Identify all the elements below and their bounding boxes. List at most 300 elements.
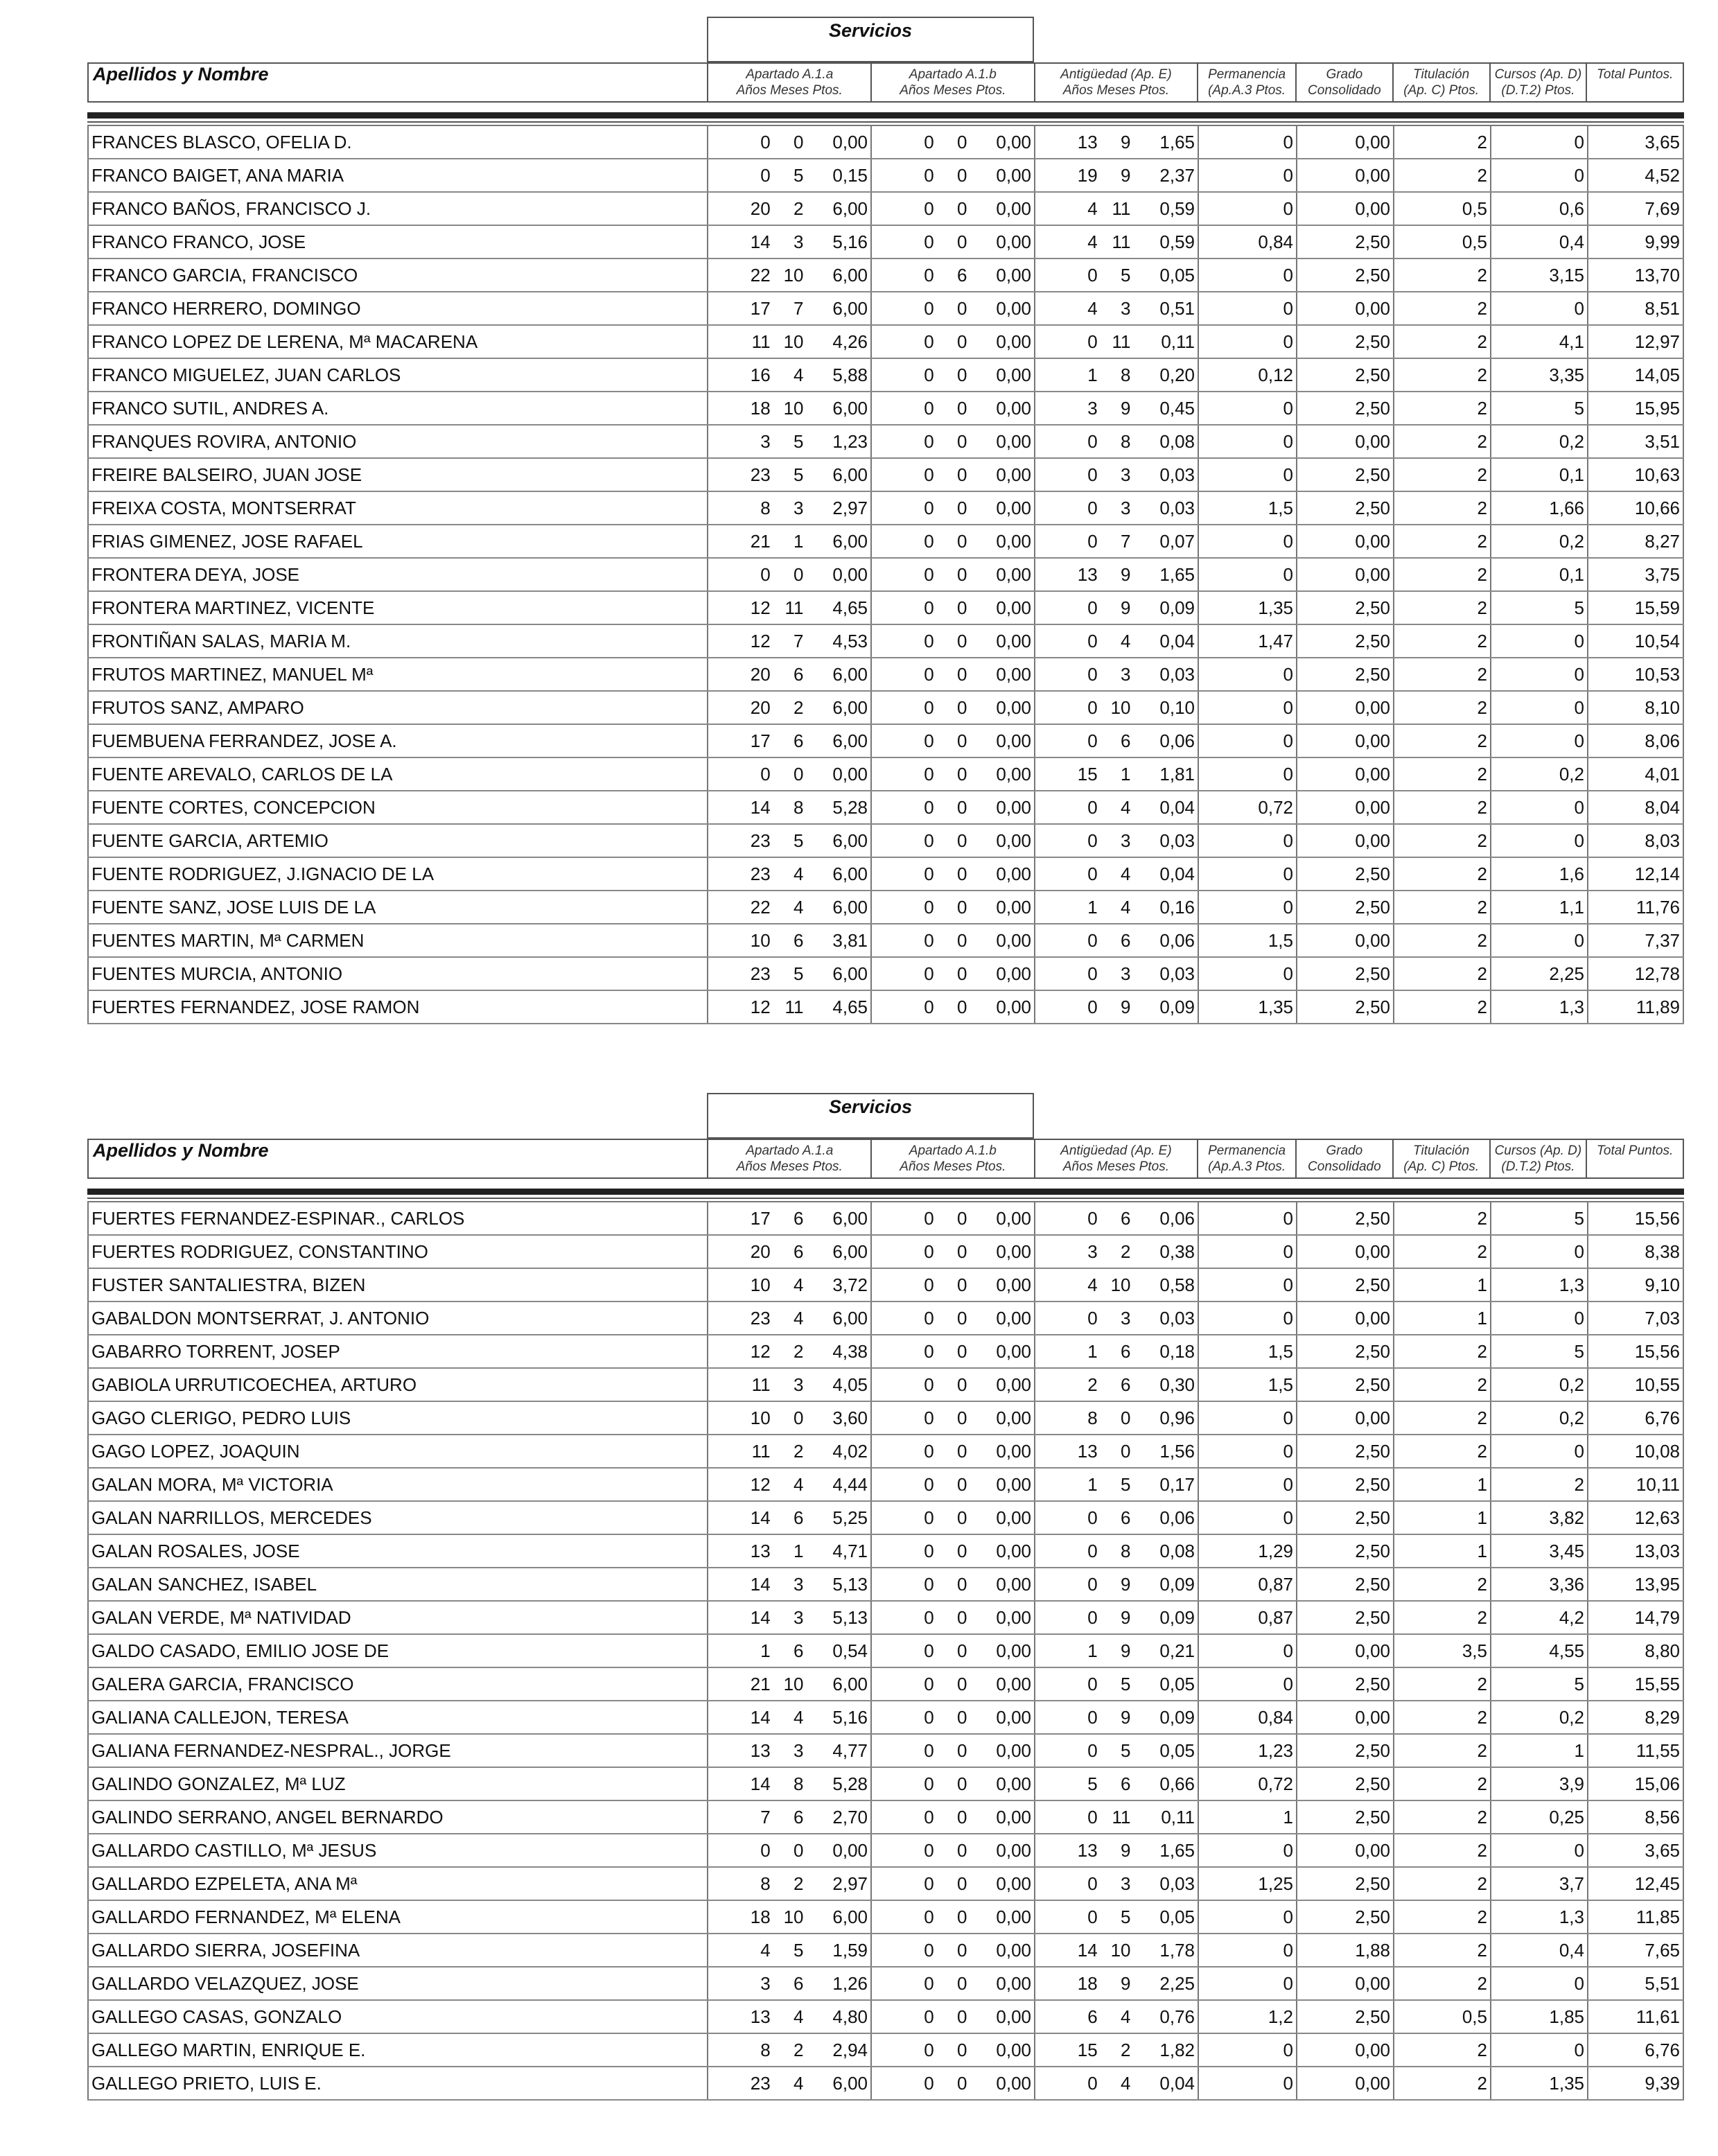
cell-a1a-years: 3 <box>760 431 771 452</box>
cell-permanencia: 1,5 <box>1198 1369 1296 1401</box>
cell-a1a-months: 4 <box>794 1474 804 1495</box>
cell-antiguedad <box>1034 359 1198 391</box>
cell-a1b-years: 0 <box>924 797 934 818</box>
cell-antiguedad-years: 0 <box>1087 963 1098 984</box>
cell-a1b-points: 0,00 <box>996 365 1031 385</box>
col-header-name: Apellidos y Nombre <box>93 1140 269 1161</box>
cell-antiguedad-months: 2 <box>1121 1241 1131 1262</box>
cell-antiguedad-years: 1 <box>1087 365 1098 385</box>
table-row <box>87 658 1684 692</box>
cell-a1b <box>870 725 1034 757</box>
cell-grado: 0,00 <box>1296 924 1393 956</box>
cell-permanencia: 1,23 <box>1198 1735 1296 1767</box>
cell-permanencia: 1,2 <box>1198 2001 1296 2033</box>
cell-cursos: 1 <box>1490 1735 1587 1767</box>
cell-antiguedad-points: 0,05 <box>1159 1674 1195 1694</box>
cell-antiguedad-months: 3 <box>1121 464 1131 485</box>
header-divider-thin <box>87 1198 1684 1199</box>
cell-a1b-points: 0,00 <box>996 830 1031 851</box>
cell-antiguedad-years: 0 <box>1087 797 1098 818</box>
cell-a1b-months: 0 <box>957 1773 967 1794</box>
col-header-grado: Grado Consolidado <box>1295 64 1392 101</box>
table-row <box>87 825 1684 858</box>
cell-name: GAGO CLERIGO, PEDRO LUIS <box>87 1402 707 1434</box>
cell-cursos: 0 <box>1490 658 1587 690</box>
cell-antiguedad <box>1034 1535 1198 1567</box>
cell-a1a-points: 5,28 <box>832 1773 868 1794</box>
cell-a1b <box>870 126 1034 158</box>
cell-permanencia: 0 <box>1198 126 1296 158</box>
cell-a1b-months: 0 <box>957 298 967 319</box>
cell-permanencia: 0 <box>1198 725 1296 757</box>
cell-permanencia: 0 <box>1198 958 1296 990</box>
cell-cursos: 0 <box>1490 725 1587 757</box>
cell-a1b <box>870 1967 1034 1999</box>
cell-a1b <box>870 791 1034 823</box>
cell-titulacion: 2 <box>1393 1369 1490 1401</box>
cell-antiguedad-years: 0 <box>1087 830 1098 851</box>
cell-a1a-years: 17 <box>750 730 771 751</box>
cell-permanencia: 0 <box>1198 459 1296 491</box>
cell-a1b-months: 0 <box>957 1374 967 1395</box>
cell-a1a-points: 4,53 <box>832 631 868 651</box>
cell-antiguedad-months: 9 <box>1121 597 1131 618</box>
cell-total: 11,76 <box>1587 891 1684 923</box>
cell-a1b <box>870 1901 1034 1933</box>
cell-a1b-years: 0 <box>924 1773 934 1794</box>
cell-cursos: 0 <box>1490 292 1587 324</box>
cell-a1b-months: 0 <box>957 498 967 518</box>
cell-permanencia: 0 <box>1198 193 1296 225</box>
cell-a1a-months: 6 <box>794 1807 804 1828</box>
cell-antiguedad-years: 0 <box>1087 1208 1098 1229</box>
cell-antiguedad-months: 6 <box>1121 930 1131 951</box>
cell-a1b-months: 0 <box>957 1707 967 1728</box>
cell-antiguedad <box>1034 791 1198 823</box>
cell-total: 14,79 <box>1587 1602 1684 1633</box>
cell-a1b-points: 0,00 <box>996 1873 1031 1894</box>
cell-a1a-months: 5 <box>794 165 804 186</box>
cell-a1b-points: 0,00 <box>996 697 1031 718</box>
cell-a1a-years: 12 <box>750 1474 771 1495</box>
cell-a1a-months: 3 <box>794 231 804 252</box>
cell-grado: 0,00 <box>1296 758 1393 790</box>
cell-antiguedad-months: 6 <box>1121 1773 1131 1794</box>
cell-antiguedad <box>1034 525 1198 557</box>
col-header-titulacion: Titulación (Ap. C) Ptos. <box>1392 64 1489 101</box>
cell-total: 15,95 <box>1587 392 1684 424</box>
cell-titulacion: 2 <box>1393 159 1490 191</box>
table-row <box>87 426 1684 459</box>
cell-cursos: 0 <box>1490 1236 1587 1268</box>
cell-a1b-months: 6 <box>957 265 967 286</box>
cell-name: GALAN MORA, Mª VICTORIA <box>87 1469 707 1500</box>
table-row <box>87 1469 1684 1502</box>
cell-a1a-points: 4,26 <box>832 331 868 352</box>
cell-antiguedad <box>1034 292 1198 324</box>
cell-permanencia: 0 <box>1198 1402 1296 1434</box>
cell-antiguedad-points: 1,81 <box>1159 764 1195 785</box>
cell-cursos: 3,82 <box>1490 1502 1587 1534</box>
cell-a1b <box>870 1768 1034 1800</box>
cell-grado: 0,00 <box>1296 1834 1393 1866</box>
cell-a1a-points: 6,00 <box>832 897 868 918</box>
cell-permanencia: 1,5 <box>1198 924 1296 956</box>
cell-a1b-years: 0 <box>924 1441 934 1462</box>
cell-a1b-points: 0,00 <box>996 1507 1031 1528</box>
cell-total: 8,03 <box>1587 825 1684 857</box>
cell-grado: 0,00 <box>1296 825 1393 857</box>
cell-antiguedad-months: 5 <box>1121 1740 1131 1761</box>
cell-antiguedad-months: 6 <box>1121 1374 1131 1395</box>
cell-a1a-points: 6,00 <box>832 1907 868 1927</box>
cell-total: 8,27 <box>1587 525 1684 557</box>
cell-a1a-years: 0 <box>760 132 771 152</box>
cell-total: 11,61 <box>1587 2001 1684 2033</box>
header-divider-thin <box>87 121 1684 123</box>
cell-a1a-months: 10 <box>783 1674 804 1694</box>
cell-antiguedad-years: 0 <box>1087 1607 1098 1628</box>
cell-permanencia: 0 <box>1198 1469 1296 1500</box>
cell-a1a <box>707 825 870 857</box>
cell-antiguedad-points: 0,11 <box>1161 1807 1195 1828</box>
cell-a1b <box>870 1402 1034 1434</box>
cell-a1b <box>870 326 1034 358</box>
cell-cursos: 0,2 <box>1490 1402 1587 1434</box>
cell-a1a-months: 0 <box>794 1840 804 1861</box>
cell-permanencia: 0 <box>1198 1269 1296 1301</box>
cell-a1b-years: 0 <box>924 963 934 984</box>
cell-name: FRANCO GARCIA, FRANCISCO <box>87 259 707 291</box>
table-row <box>87 492 1684 525</box>
cell-cursos: 1,1 <box>1490 891 1587 923</box>
cell-a1b <box>870 492 1034 524</box>
cell-grado: 0,00 <box>1296 2034 1393 2066</box>
cell-a1a-points: 6,00 <box>832 730 868 751</box>
cell-total: 8,51 <box>1587 292 1684 324</box>
cell-permanencia: 0,84 <box>1198 1701 1296 1733</box>
col-header-antiguedad: Antigüedad (Ap. E) Años Meses Ptos. <box>1034 1140 1198 1177</box>
cell-a1a-points: 3,60 <box>832 1408 868 1428</box>
cell-a1a <box>707 1568 870 1600</box>
cell-a1b-years: 0 <box>924 231 934 252</box>
cell-antiguedad-points: 0,09 <box>1159 1707 1195 1728</box>
cell-a1b-years: 0 <box>924 1607 934 1628</box>
table-row <box>87 1635 1684 1668</box>
cell-antiguedad-years: 13 <box>1077 1840 1098 1861</box>
cell-a1b-years: 0 <box>924 1640 934 1661</box>
cell-a1b-months: 0 <box>957 365 967 385</box>
cell-a1a-years: 14 <box>750 1773 771 1794</box>
cell-a1a-months: 0 <box>794 764 804 785</box>
cell-total: 10,63 <box>1587 459 1684 491</box>
cell-a1b-months: 0 <box>957 165 967 186</box>
cell-permanencia: 0 <box>1198 692 1296 724</box>
cell-permanencia: 0 <box>1198 426 1296 457</box>
cell-a1a-months: 6 <box>794 1640 804 1661</box>
cell-permanencia: 0 <box>1198 2067 1296 2099</box>
cell-name: GALAN SANCHEZ, ISABEL <box>87 1568 707 1600</box>
cell-a1b <box>870 758 1034 790</box>
table-row <box>87 392 1684 426</box>
cell-name: FRANCO FRANCO, JOSE <box>87 226 707 258</box>
cell-a1a-points: 3,81 <box>832 930 868 951</box>
cell-a1b-years: 0 <box>924 165 934 186</box>
cell-total: 15,06 <box>1587 1768 1684 1800</box>
cell-a1a-points: 6,00 <box>832 697 868 718</box>
cell-permanencia: 0 <box>1198 758 1296 790</box>
cell-a1a <box>707 359 870 391</box>
cell-a1a-months: 5 <box>794 830 804 851</box>
cell-name: FUENTE SANZ, JOSE LUIS DE LA <box>87 891 707 923</box>
cell-a1b <box>870 658 1034 690</box>
cell-total: 9,10 <box>1587 1269 1684 1301</box>
cell-antiguedad-points: 0,07 <box>1159 531 1195 552</box>
table-row <box>87 1735 1684 1768</box>
cell-a1a-years: 8 <box>760 1873 771 1894</box>
cell-antiguedad <box>1034 1668 1198 1700</box>
cell-a1b-points: 0,00 <box>996 464 1031 485</box>
cell-a1a-points: 4,38 <box>832 1341 868 1362</box>
cell-a1b-years: 0 <box>924 930 934 951</box>
cell-antiguedad-months: 8 <box>1121 365 1131 385</box>
cell-a1b-months: 0 <box>957 198 967 219</box>
cell-a1a-years: 12 <box>750 631 771 651</box>
cell-a1a <box>707 1668 870 1700</box>
cell-a1a-months: 2 <box>794 697 804 718</box>
cell-a1a-points: 6,00 <box>832 830 868 851</box>
cell-titulacion: 2 <box>1393 559 1490 590</box>
cell-a1a-years: 20 <box>750 198 771 219</box>
cell-a1a-months: 4 <box>794 365 804 385</box>
cell-a1b-years: 0 <box>924 398 934 419</box>
cell-a1a <box>707 1735 870 1767</box>
cell-antiguedad <box>1034 1801 1198 1833</box>
cell-antiguedad-years: 15 <box>1077 764 1098 785</box>
cell-a1b <box>870 292 1034 324</box>
cell-a1a <box>707 2067 870 2099</box>
cell-total: 12,14 <box>1587 858 1684 890</box>
cell-antiguedad-years: 3 <box>1087 398 1098 419</box>
cell-titulacion: 2 <box>1393 858 1490 890</box>
cell-cursos: 0,2 <box>1490 758 1587 790</box>
cell-grado: 2,50 <box>1296 1502 1393 1534</box>
cell-a1a-points: 5,16 <box>832 1707 868 1728</box>
cell-a1a <box>707 1701 870 1733</box>
cell-a1b-points: 0,00 <box>996 1541 1031 1561</box>
cell-a1a <box>707 1236 870 1268</box>
cell-a1b-years: 0 <box>924 730 934 751</box>
cell-a1b-years: 0 <box>924 1507 934 1528</box>
cell-name: GALAN ROSALES, JOSE <box>87 1535 707 1567</box>
cell-permanencia: 0 <box>1198 292 1296 324</box>
cell-name: FUSTER SANTALIESTRA, BIZEN <box>87 1269 707 1301</box>
cell-cursos: 0 <box>1490 825 1587 857</box>
cell-name: FREIXA COSTA, MONTSERRAT <box>87 492 707 524</box>
cell-grado: 2,50 <box>1296 1202 1393 1234</box>
cell-a1b-points: 0,00 <box>996 730 1031 751</box>
cell-a1a-years: 23 <box>750 963 771 984</box>
cell-antiguedad-years: 0 <box>1087 1674 1098 1694</box>
cell-antiguedad-months: 3 <box>1121 830 1131 851</box>
cell-a1a-points: 2,94 <box>832 2040 868 2060</box>
cell-a1b-years: 0 <box>924 897 934 918</box>
cell-a1a-points: 4,02 <box>832 1441 868 1462</box>
cell-antiguedad-years: 4 <box>1087 231 1098 252</box>
cell-a1b-points: 0,00 <box>996 1474 1031 1495</box>
cell-permanencia: 0 <box>1198 1502 1296 1534</box>
cell-a1b-points: 0,00 <box>996 1607 1031 1628</box>
table-row <box>87 958 1684 991</box>
cell-a1a-years: 11 <box>751 331 771 352</box>
cell-a1b-months: 0 <box>957 597 967 618</box>
cell-antiguedad-years: 0 <box>1087 730 1098 751</box>
cell-a1a-points: 6,00 <box>832 531 868 552</box>
cell-grado: 2,50 <box>1296 1868 1393 1900</box>
cell-a1b <box>870 1868 1034 1900</box>
cell-name: GALLEGO MARTIN, ENRIQUE E. <box>87 2034 707 2066</box>
cell-antiguedad <box>1034 1834 1198 1866</box>
cell-a1b-months: 0 <box>957 1474 967 1495</box>
cell-titulacion: 1 <box>1393 1269 1490 1301</box>
cell-a1a <box>707 1202 870 1234</box>
cell-a1b <box>870 1302 1034 1334</box>
cell-a1b-months: 0 <box>957 531 967 552</box>
cell-a1b-points: 0,00 <box>996 165 1031 186</box>
cell-grado: 2,50 <box>1296 1469 1393 1500</box>
cell-a1a <box>707 725 870 757</box>
cell-permanencia: 0 <box>1198 2034 1296 2066</box>
cell-antiguedad-years: 1 <box>1087 1341 1098 1362</box>
cell-cursos: 0,25 <box>1490 1801 1587 1833</box>
cell-a1a-months: 3 <box>794 498 804 518</box>
cell-antiguedad-points: 0,04 <box>1159 864 1195 884</box>
cell-name: GALLARDO CASTILLO, Mª JESUS <box>87 1834 707 1866</box>
cell-permanencia: 0 <box>1198 1435 1296 1467</box>
cell-a1b <box>870 1568 1034 1600</box>
cell-a1b-points: 0,00 <box>996 864 1031 884</box>
cell-titulacion: 1 <box>1393 1535 1490 1567</box>
cell-a1a-points: 5,25 <box>832 1507 868 1528</box>
cell-antiguedad <box>1034 924 1198 956</box>
cell-titulacion: 2 <box>1393 1701 1490 1733</box>
cell-a1b-years: 0 <box>924 1474 934 1495</box>
cell-grado: 0,00 <box>1296 126 1393 158</box>
cell-permanencia: 1,5 <box>1198 1335 1296 1367</box>
cell-cursos: 0 <box>1490 2034 1587 2066</box>
cell-name: GALLARDO FERNANDEZ, Mª ELENA <box>87 1901 707 1933</box>
cell-a1b-months: 0 <box>957 132 967 152</box>
cell-a1a-years: 14 <box>750 797 771 818</box>
cell-a1b-points: 0,00 <box>996 1773 1031 1794</box>
cell-antiguedad-points: 0,58 <box>1159 1274 1195 1295</box>
cell-titulacion: 2 <box>1393 2034 1490 2066</box>
cell-antiguedad-months: 5 <box>1121 265 1131 286</box>
cell-antiguedad-years: 6 <box>1087 2006 1098 2027</box>
cell-antiguedad-points: 0,59 <box>1159 231 1195 252</box>
cell-antiguedad-years: 4 <box>1087 1274 1098 1295</box>
cell-a1a <box>707 1768 870 1800</box>
cell-name: FUEMBUENA FERRANDEZ, JOSE A. <box>87 725 707 757</box>
cell-antiguedad <box>1034 658 1198 690</box>
cell-a1a-points: 0,54 <box>832 1640 868 1661</box>
cell-total: 7,69 <box>1587 193 1684 225</box>
cell-antiguedad-points: 0,04 <box>1159 2073 1195 2094</box>
cell-antiguedad <box>1034 1469 1198 1500</box>
cell-titulacion: 2 <box>1393 1768 1490 1800</box>
cell-titulacion: 2 <box>1393 126 1490 158</box>
cell-a1b-points: 0,00 <box>996 1374 1031 1395</box>
cell-antiguedad-months: 10 <box>1110 1274 1131 1295</box>
cell-a1b-months: 0 <box>957 1640 967 1661</box>
cell-antiguedad-points: 0,30 <box>1159 1374 1195 1395</box>
cell-a1b <box>870 1668 1034 1700</box>
cell-name: FUERTES FERNANDEZ-ESPINAR., CARLOS <box>87 1202 707 1234</box>
cell-a1a-months: 10 <box>783 398 804 419</box>
cell-antiguedad <box>1034 1369 1198 1401</box>
cell-cursos: 1,3 <box>1490 991 1587 1023</box>
cell-a1a <box>707 891 870 923</box>
cell-a1b-points: 0,00 <box>996 1973 1031 1994</box>
cell-total: 12,97 <box>1587 326 1684 358</box>
cell-cursos: 5 <box>1490 1202 1587 1234</box>
cell-a1a-years: 17 <box>750 298 771 319</box>
cell-grado: 2,50 <box>1296 1369 1393 1401</box>
cell-permanencia: 0 <box>1198 1934 1296 1966</box>
cell-antiguedad-years: 13 <box>1077 564 1098 585</box>
cell-a1a-months: 0 <box>794 1408 804 1428</box>
cell-a1a-months: 5 <box>794 431 804 452</box>
cell-a1a <box>707 525 870 557</box>
cell-a1a <box>707 924 870 956</box>
table-row <box>87 592 1684 625</box>
cell-antiguedad-months: 9 <box>1121 997 1131 1017</box>
cell-grado: 2,50 <box>1296 1668 1393 1700</box>
cell-antiguedad-years: 0 <box>1087 697 1098 718</box>
cell-antiguedad-years: 0 <box>1087 631 1098 651</box>
cell-antiguedad-months: 0 <box>1121 1441 1131 1462</box>
cell-a1b <box>870 1934 1034 1966</box>
cell-a1b <box>870 2001 1034 2033</box>
table-row <box>87 525 1684 559</box>
cell-antiguedad-years: 2 <box>1087 1374 1098 1395</box>
cell-a1b-points: 0,00 <box>996 1807 1031 1828</box>
cell-antiguedad-years: 4 <box>1087 198 1098 219</box>
cell-total: 13,95 <box>1587 1568 1684 1600</box>
table-row <box>87 725 1684 758</box>
cell-a1b-points: 0,00 <box>996 564 1031 585</box>
cell-titulacion: 2 <box>1393 1602 1490 1633</box>
table-row <box>87 1768 1684 1801</box>
cell-antiguedad-years: 0 <box>1087 930 1098 951</box>
cell-a1a-months: 3 <box>794 1574 804 1595</box>
cell-cursos: 3,45 <box>1490 1535 1587 1567</box>
cell-a1a <box>707 1335 870 1367</box>
cell-a1a <box>707 791 870 823</box>
cell-a1a-months: 5 <box>794 1940 804 1961</box>
cell-a1b <box>870 2034 1034 2066</box>
cell-a1b-points: 0,00 <box>996 198 1031 219</box>
cell-name: FUERTES RODRIGUEZ, CONSTANTINO <box>87 1236 707 1268</box>
cell-cursos: 4,1 <box>1490 326 1587 358</box>
cell-grado: 0,00 <box>1296 1635 1393 1667</box>
cell-grado: 2,50 <box>1296 858 1393 890</box>
cell-name: FRONTERA DEYA, JOSE <box>87 559 707 590</box>
cell-permanencia: 1,35 <box>1198 592 1296 624</box>
cell-antiguedad-years: 0 <box>1087 331 1098 352</box>
cell-antiguedad-months: 5 <box>1121 1907 1131 1927</box>
cell-a1a-points: 1,59 <box>832 1940 868 1961</box>
